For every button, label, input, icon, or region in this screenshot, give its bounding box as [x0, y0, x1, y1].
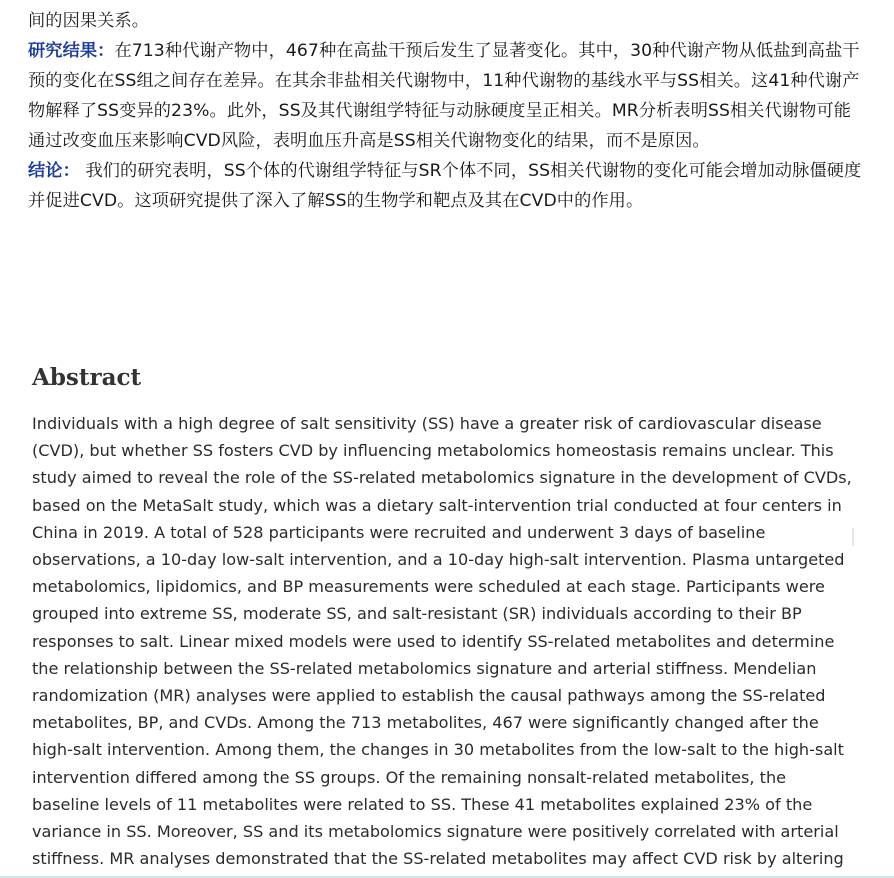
conclusion-paragraph [28, 156, 864, 216]
abstract-heading: Abstract [32, 364, 142, 391]
results-label: 研究结果： [28, 41, 115, 61]
page-edge-mark [852, 528, 854, 546]
results-paragraph [28, 36, 864, 156]
abstract-body: Individuals with a high degree of salt sensitivity (SS) have a greater risk of cardiovascular disease (CVD), but whether SS fosters CVD by influencing metabolomics homeostasis remains unclear. This study aimed to reveal the role of the SS-related metabolomics signature in the development of CVDs, based on the MetaSalt study, which was a dietary salt-intervention trial conducted at four centers in China in 2019. A total of 528 participants were recruited and underwent 3 days of baseline observations, a 10-day low-salt intervention, and a 10-day high-salt intervention. Plasma untargeted metabolomics, lipidomics, and BP measurements were scheduled at each stage. Participants were grouped into extreme SS, moderate SS, and salt-resistant (SR) individuals according to their BP responses to salt. Linear mixed models were used to identify SS-related metabolites and determine the relationship between the SS-related metabolomics signature and arterial stiffness. Mendelian randomization (MR) analyses were applied to establish the causal pathways among the SS-related metabolites, BP, and CVDs. Among the 713 metabolites, 467 were significantly changed after the high-salt intervention. Among them, the changes in 30 metabolites from the low-salt to the high-salt intervention differed among the SS groups. Of the remaining nonsalt-related metabolites, the baseline levels of 11 metabolites were related to SS. These 41 metabolites explained 23% of the variance in SS. Moreover, SS and its metabolomics signature were positively correlated with arterial stiffness. MR analyses demonstrated that the SS-related metabolites may affect CVD risk by altering [32, 414, 852, 869]
conclusion-text: 我们的研究表明，SS个体的代谢组学特征与SR个体不同，SS相关代谢物的变化可能会增加动脉僵硬度并促进CVD。这项研究提供了深入了解SS的生物学和靶点及其在CVD中的作用。 [28, 161, 862, 211]
results-text: 在713种代谢产物中，467种在高盐干预后发生了显著变化。其中，30种代谢产物从低盐到高盐干预的变化在SS组之间存在差异。在其余非盐相关代谢物中，11种代谢物的基线水平与SS相关。这41种代谢产物解释了SS变异的23%。此外，SS及其代谢组学特征与动脉硬度呈正相关。MR分析表明SS相关代谢物可能通过改变血压来影响CVD风险，表明血压升高是SS相关代谢物变化的结果，而不是原因。 [28, 41, 860, 151]
chinese-summary [28, 6, 864, 216]
conclusion-label: 结论： [28, 161, 80, 181]
summary-lead-fragment: 间的因果关系。 [28, 11, 150, 31]
